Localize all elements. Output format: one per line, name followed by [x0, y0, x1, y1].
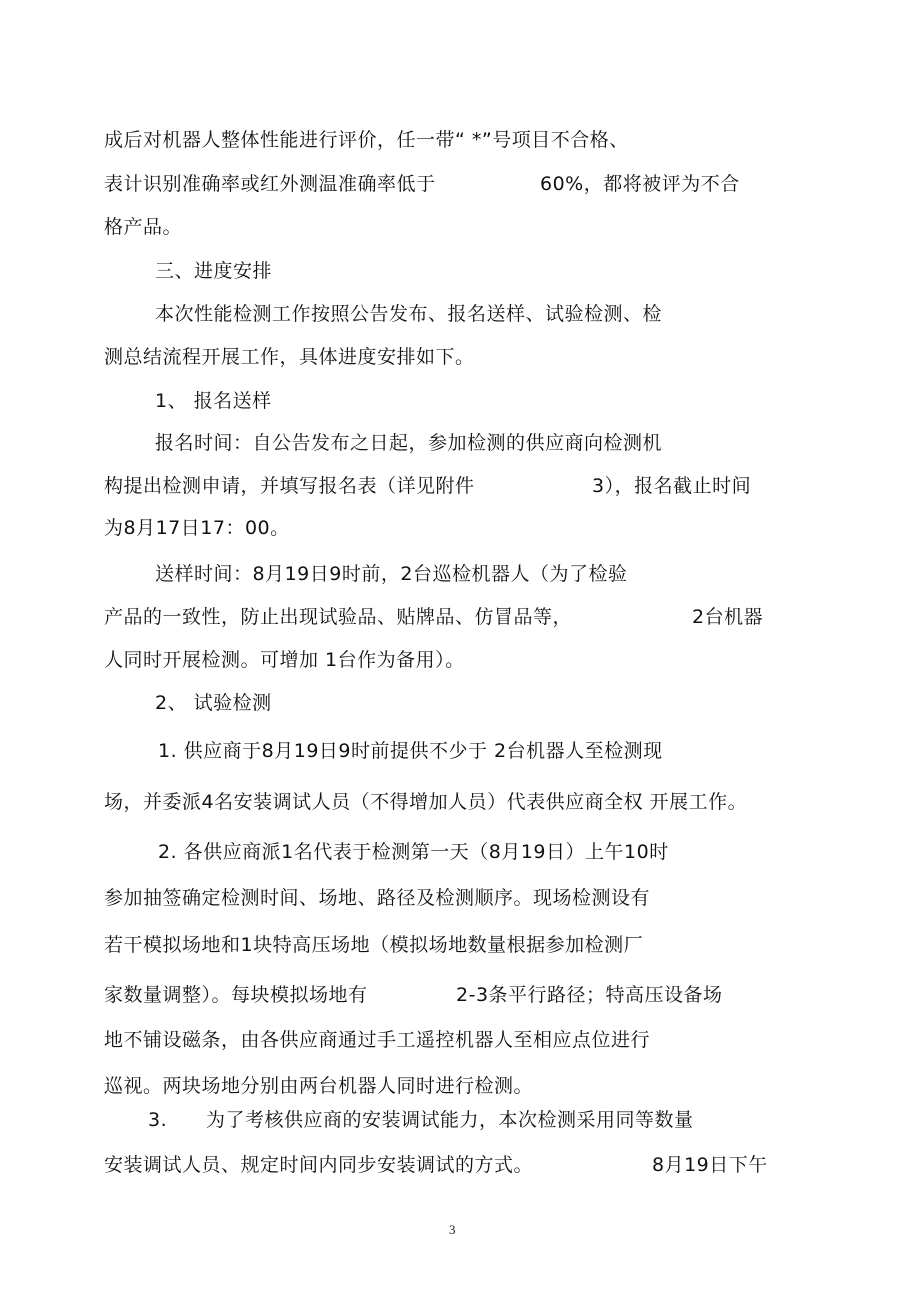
page-number: 3 — [449, 1222, 456, 1237]
